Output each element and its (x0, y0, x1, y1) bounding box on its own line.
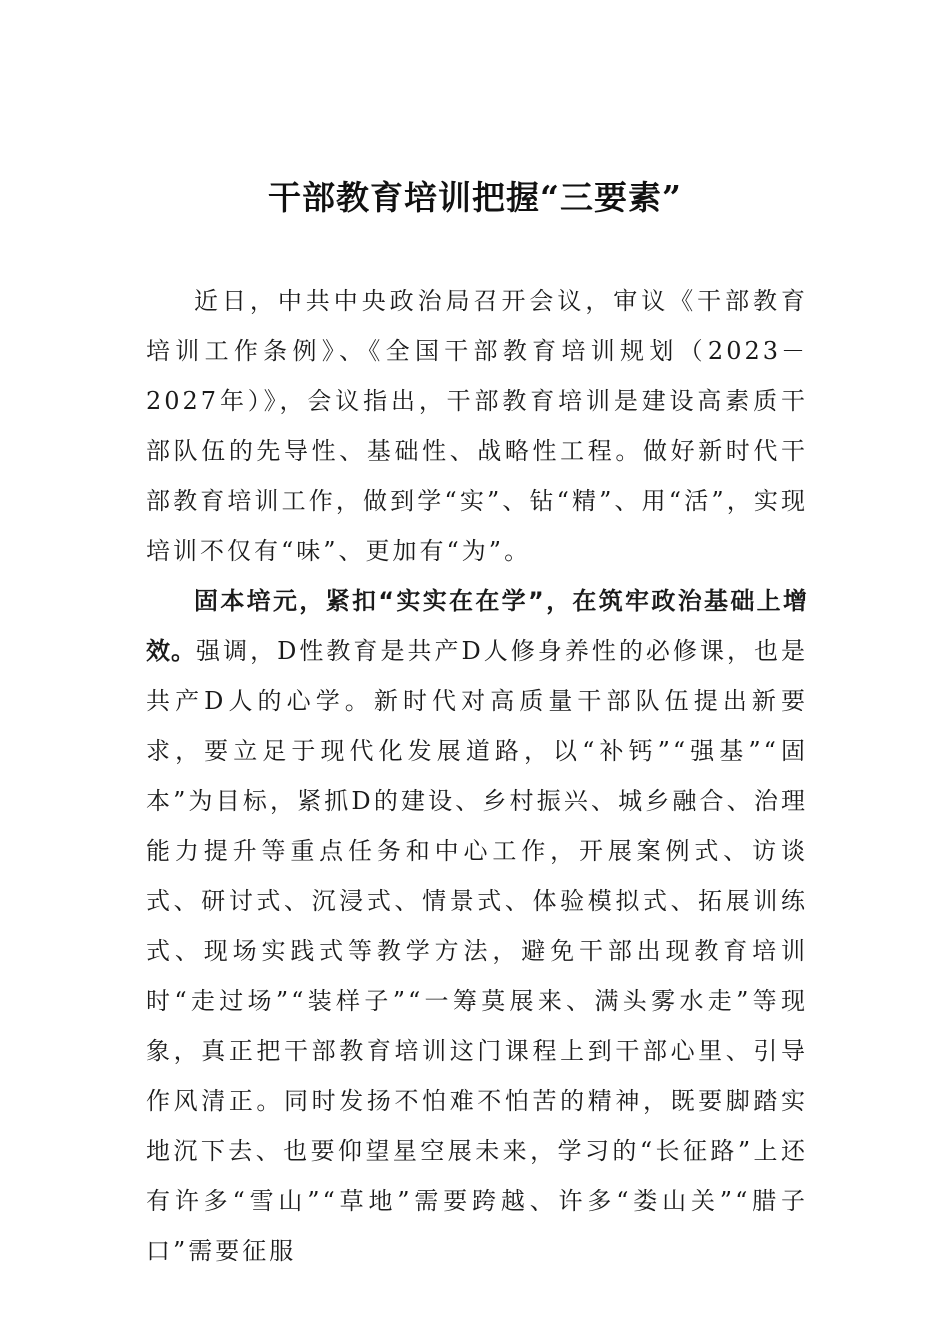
paragraph-section-1-text: 强调，D性教育是共产D人修身养性的必修课，也是共产D人的心学。新时代对高质量干部队伍提出新要求，要立足于现代化发展道路，以“补钙”“强基”“固本”为目标，紧抓D的建设、乡村振兴、城乡融合、治理能力提升等重点任务和中心工作，开展案例式、访谈式、研讨式、沉浸式、情景式、体验模拟式、拓展训练式、现场实践式等教学方法，避免干部出现教育培训时“走过场”“装样子”“一筹莫展来、满头雾水走”等现象，真正把干部教育培训这门课程上到干部心里、引导作风清正。同时发扬不怕难不怕苦的精神，既要脚踏实地沉下去、也要仰望星空展未来，学习的“长征路”上还有许多“雪山”“草地”需要跨越、许多“娄山关”“腊子口”需要征服 (146, 637, 809, 1265)
paragraph-intro (146, 276, 808, 576)
paragraph-section-1 (146, 576, 808, 1276)
paragraph-section-1-heading: 固本培元，紧扣“实实在在学”，在筑牢政治基础上增效。 (146, 587, 808, 665)
document-body (146, 276, 808, 1276)
paragraph-intro-text: 近日，中共中央政治局召开会议，审议《干部教育培训工作条例》、《全国干部教育培训规划（2023－2027年）》，会议指出，干部教育培训是建设高素质干部队伍的先导性、基础性、战略性工程。做好新时代干部教育培训工作，做到学“实”、钻“精”、用“活”，实现培训不仅有“味”、更加有“为”。 (146, 287, 808, 565)
document-title: 干部教育培训把握“三要素” (268, 178, 682, 217)
